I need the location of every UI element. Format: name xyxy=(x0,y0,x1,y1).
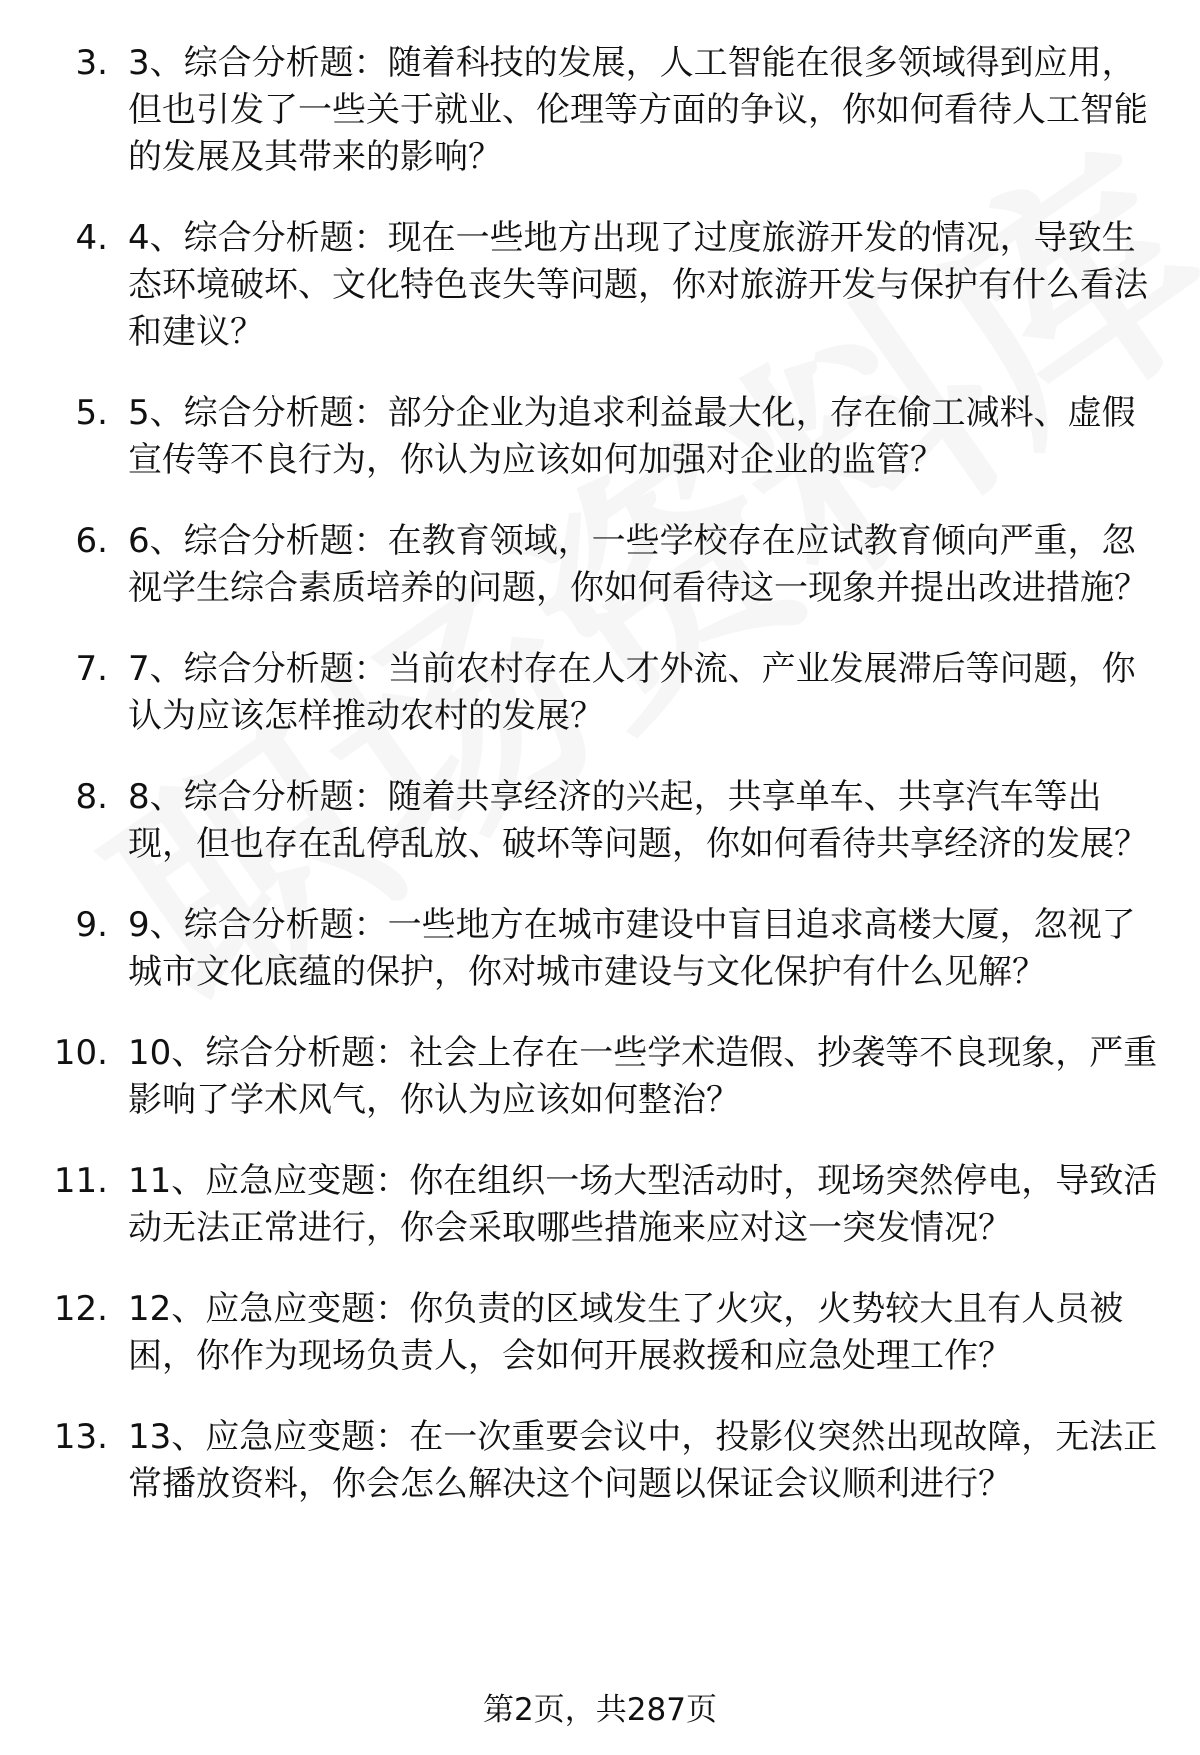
list-item xyxy=(0,1158,1200,1252)
item-number: 12. xyxy=(53,1289,108,1329)
item-text: 8、综合分析题：随着共享经济的兴起，共享单车、共享汽车等出现，但也存在乱停乱放、破坏等问题，你如何看待共享经济的发展？ xyxy=(128,777,1148,864)
item-number: 6. xyxy=(75,521,108,561)
list-item xyxy=(0,646,1200,740)
list-item xyxy=(0,902,1200,996)
question-list xyxy=(0,40,1200,1542)
item-text: 9、综合分析题：一些地方在城市建设中盲目追求高楼大厦，忽视了城市文化底蕴的保护，你对城市建设与文化保护有什么见解？ xyxy=(128,905,1136,992)
item-number: 4. xyxy=(75,218,108,258)
page-number: 第2页，共287页 xyxy=(483,1692,717,1728)
item-text: 7、综合分析题：当前农村存在人才外流、产业发展滞后等问题，你认为应该怎样推动农村的发展？ xyxy=(128,649,1136,736)
list-item xyxy=(0,40,1200,181)
item-number: 13. xyxy=(53,1417,108,1457)
item-number: 5. xyxy=(75,393,108,433)
item-text: 13、应急应变题：在一次重要会议中，投影仪突然出现故障，无法正常播放资料，你会怎么解决这个问题以保证会议顺利进行？ xyxy=(128,1417,1158,1504)
list-item xyxy=(0,1286,1200,1380)
list-item xyxy=(0,518,1200,612)
list-item xyxy=(0,390,1200,484)
item-number: 10. xyxy=(53,1033,108,1073)
item-number: 3. xyxy=(75,43,108,83)
item-text: 6、综合分析题：在教育领域，一些学校存在应试教育倾向严重，忽视学生综合素质培养的问题，你如何看待这一现象并提出改进措施？ xyxy=(128,521,1148,608)
list-item xyxy=(0,1030,1200,1124)
list-item xyxy=(0,215,1200,356)
item-number: 9. xyxy=(75,905,108,945)
item-text: 5、综合分析题：部分企业为追求利益最大化，存在偷工减料、虚假宣传等不良行为，你认为应该如何加强对企业的监管？ xyxy=(128,393,1136,480)
item-text: 10、综合分析题：社会上存在一些学术造假、抄袭等不良现象，严重影响了学术风气，你认为应该如何整治？ xyxy=(128,1033,1158,1120)
list-item xyxy=(0,774,1200,868)
item-number: 11. xyxy=(53,1161,108,1201)
list-item xyxy=(0,1414,1200,1508)
item-number: 8. xyxy=(75,777,108,817)
item-text: 3、综合分析题：随着科技的发展，人工智能在很多领域得到应用，但也引发了一些关于就业、伦理等方面的争议，你如何看待人工智能的发展及其带来的影响？ xyxy=(128,43,1148,177)
item-text: 12、应急应变题：你负责的区域发生了火灾，火势较大且有人员被困，你作为现场负责人，会如何开展救援和应急处理工作？ xyxy=(128,1289,1124,1376)
item-text: 11、应急应变题：你在组织一场大型活动时，现场突然停电，导致活动无法正常进行，你会采取哪些措施来应对这一突发情况？ xyxy=(128,1161,1158,1248)
item-text: 4、综合分析题：现在一些地方出现了过度旅游开发的情况，导致生态环境破坏、文化特色丧失等问题，你对旅游开发与保护有什么看法和建议？ xyxy=(128,218,1148,352)
item-number: 7. xyxy=(75,649,108,689)
